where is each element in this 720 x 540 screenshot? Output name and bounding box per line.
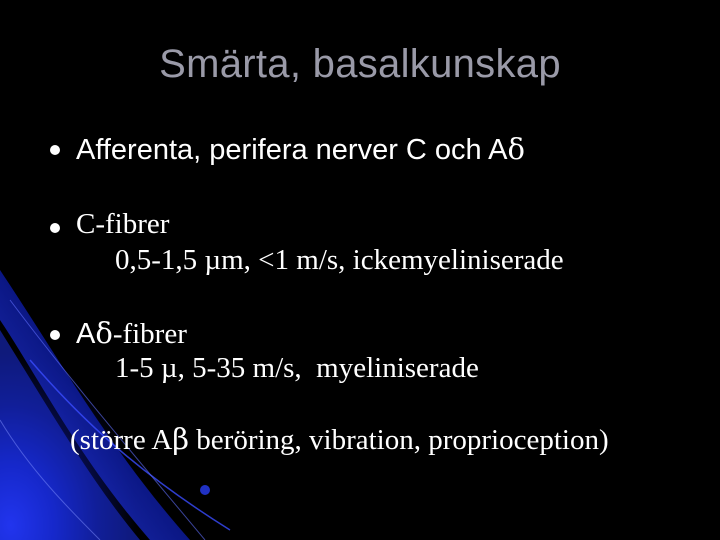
bullet-afferent-nerves: [76, 132, 525, 167]
bullet-dot: [50, 145, 60, 155]
delta-symbol: δ: [507, 132, 525, 166]
a-delta-detail: 1-5 µ, 5-35 m/s, myeliniserade: [115, 352, 479, 384]
bullet-text: Afferenta, perifera nerver C och A: [76, 134, 508, 166]
note-prefix: (större A: [70, 424, 173, 456]
slide-title: Smärta, basalkunskap: [159, 42, 561, 86]
beta-symbol: β: [172, 422, 190, 456]
bullet-a-delta-fibers: [76, 316, 187, 351]
note-suffix: beröring, vibration, proprioception): [189, 424, 609, 456]
bullet-c-fibers: C-fibrer: [76, 208, 170, 240]
a-letter: A: [76, 318, 96, 350]
c-fibers-detail: 0,5-1,5 µm, <1 m/s, ickemyeliniserade: [115, 244, 564, 276]
fiber-suffix: -fibrer: [112, 318, 187, 350]
bullet-dot: [50, 330, 60, 340]
bullet-dot: [50, 223, 60, 233]
note-line: [70, 422, 609, 457]
delta-symbol: δ: [95, 316, 113, 350]
